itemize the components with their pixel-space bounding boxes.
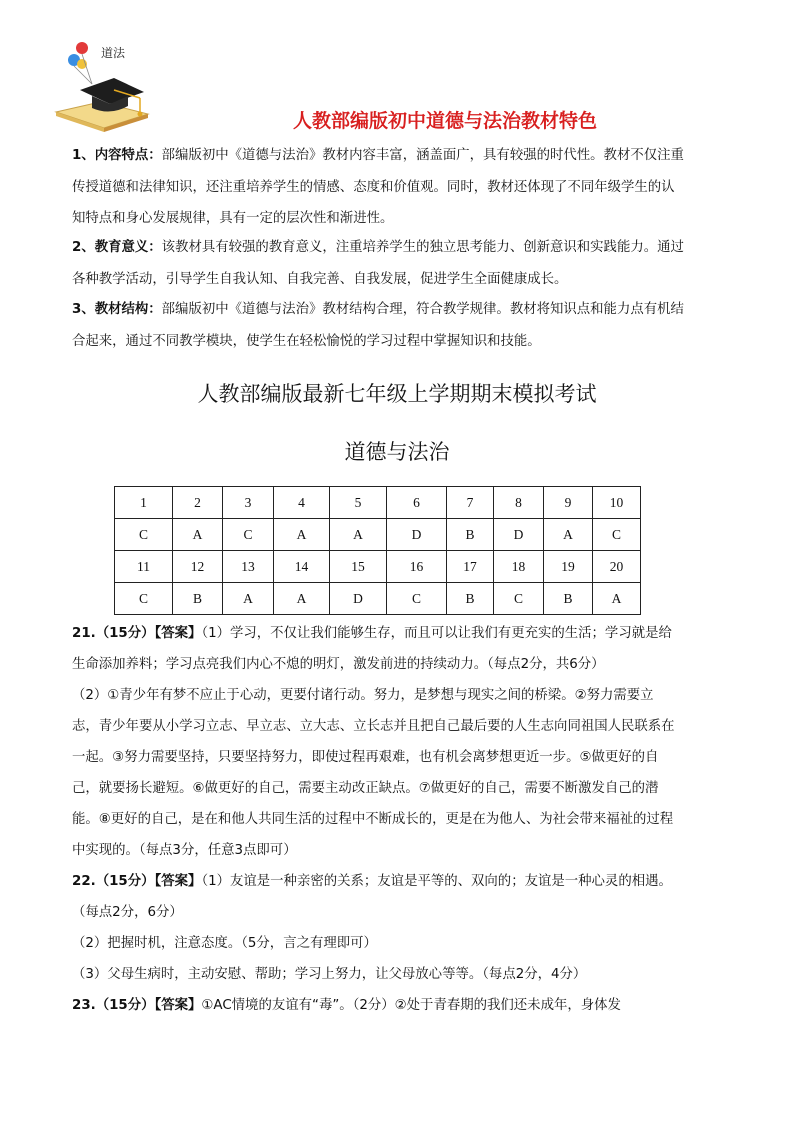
question-head: 22.（15分）【答案】 (72, 874, 202, 889)
table-cell: 9 (544, 487, 593, 519)
answer-paragraph (72, 618, 680, 680)
table-row (115, 583, 641, 615)
table-cell: 19 (544, 551, 593, 583)
logo-label: 道法 (101, 46, 126, 60)
question-22-answer (72, 866, 680, 928)
table-cell: D (387, 519, 447, 551)
table-cell: C (494, 583, 544, 615)
feature-label: 1、内容特点： (72, 148, 162, 163)
table-cell: C (387, 583, 447, 615)
table-cell: A (223, 583, 274, 615)
table-cell: D (494, 519, 544, 551)
table-cell: 13 (223, 551, 274, 583)
table-cell: 14 (274, 551, 330, 583)
table-cell: 2 (173, 487, 223, 519)
answer-text: ①AC情境的友谊有“毒”。（2分）②处于青春期的我们还未成年，身体发 (201, 998, 621, 1013)
table-row (115, 519, 641, 551)
table-row (115, 551, 641, 583)
table-cell: 20 (593, 551, 641, 583)
answer-paragraph: （3）父母生病时，主动安慰、帮助；学习上努力，让父母放心等等。（每点2分，4分） (72, 967, 587, 982)
table-cell: C (115, 519, 173, 551)
table-cell: 7 (447, 487, 494, 519)
table-cell: 3 (223, 487, 274, 519)
table-cell: C (593, 519, 641, 551)
table-cell: 8 (494, 487, 544, 519)
question-23-answer (72, 990, 680, 1021)
header-title: 人教部编版初中道德与法治教材特色 (292, 110, 597, 132)
feature-text: 该教材具有较强的教育意义，注重培养学生的独立思考能力、创新意识和实践能力。通过各种教学活动，引导学生自我认知、自我完善、自我发展，促进学生全面健康成长。 (72, 240, 684, 287)
feature-label: 2、教育意义： (72, 240, 162, 255)
feature-content (72, 140, 684, 235)
answer-paragraph: （2）①青少年有梦不应止于心动，更要付诸行动。努力，是梦想与现实之间的桥梁。②努力需要立志，青少年要从小学习立志、早立志、立大志、立长志并且把自己最后要的人生志向同祖国人民联系在一起。③努力需要坚持，只要坚持努力，即使过程再艰难，也有机会离梦想更近一步。⑤做更好的自己，就要扬长避短。⑥做更好的自己，需要主动改正缺点。⑦做更好的自己，需要不断激发自己的潜能。⑧更好的自己，是在和他人共同生活的过程中不断成长的，更是在为他人、为社会带来福祉的过程中实现的。（每点3分，任意3点即可） (72, 688, 675, 858)
question-head: 23.（15分）【答案】 (72, 998, 202, 1013)
answer-text: （1）学习，不仅让我们能够生存，而且可以让我们有更充实的生活；学习就是给生命添加养料；学习点亮我们内心不熄的明灯，激发前进的持续动力。（每点2分，共6分） (72, 626, 672, 672)
table-cell: A (274, 519, 330, 551)
table-cell: 16 (387, 551, 447, 583)
table-cell: B (173, 583, 223, 615)
answer-paragraph (72, 866, 680, 928)
answer-paragraph: （2）把握时机，注意态度。（5分，言之有理即可） (72, 936, 377, 951)
table-cell: B (447, 519, 494, 551)
table-cell: B (544, 583, 593, 615)
exam-subject: 道德与法治 (344, 440, 450, 464)
table-cell: B (447, 583, 494, 615)
table-cell: 4 (274, 487, 330, 519)
table-cell: 17 (447, 551, 494, 583)
feature-text: 部编版初中《道德与法治》教材内容丰富，涵盖面广，具有较强的时代性。教材不仅注重传授道德和法律知识，还注重培养学生的情感、态度和价值观。同时，教材还体现了不同年级学生的认知特点和身心发展规律，具有一定的层次性和渐进性。 (72, 148, 684, 226)
table-cell: A (274, 583, 330, 615)
table-cell: 11 (115, 551, 173, 583)
feature-label: 3、教材结构： (72, 302, 162, 317)
feature-text: 部编版初中《道德与法治》教材结构合理，符合教学规律。教材将知识点和能力点有机结合起来，通过不同教学模块，使学生在轻松愉悦的学习过程中掌握知识和技能。 (72, 302, 684, 349)
table-cell: 18 (494, 551, 544, 583)
exam-title: 人教部编版最新七年级上学期期末模拟考试 (197, 382, 597, 406)
table-cell: A (593, 583, 641, 615)
table-row (115, 487, 641, 519)
answer-table (114, 486, 641, 615)
table-cell: A (173, 519, 223, 551)
table-cell: 5 (330, 487, 387, 519)
feature-education (72, 232, 684, 295)
table-cell: C (223, 519, 274, 551)
feature-structure (72, 294, 684, 357)
table-cell: C (115, 583, 173, 615)
question-head: 21.（15分）【答案】 (72, 626, 202, 641)
table-cell: A (544, 519, 593, 551)
table-cell: 15 (330, 551, 387, 583)
question-21-answer (72, 618, 680, 866)
table-cell: 1 (115, 487, 173, 519)
table-cell: 6 (387, 487, 447, 519)
table-cell: D (330, 583, 387, 615)
table-cell: A (330, 519, 387, 551)
answer-text: （1）友谊是一种亲密的关系；友谊是平等的、双向的；友谊是一种心灵的相遇。（每点2分，6分） (72, 874, 672, 920)
table-cell: 12 (173, 551, 223, 583)
table-cell: 10 (593, 487, 641, 519)
